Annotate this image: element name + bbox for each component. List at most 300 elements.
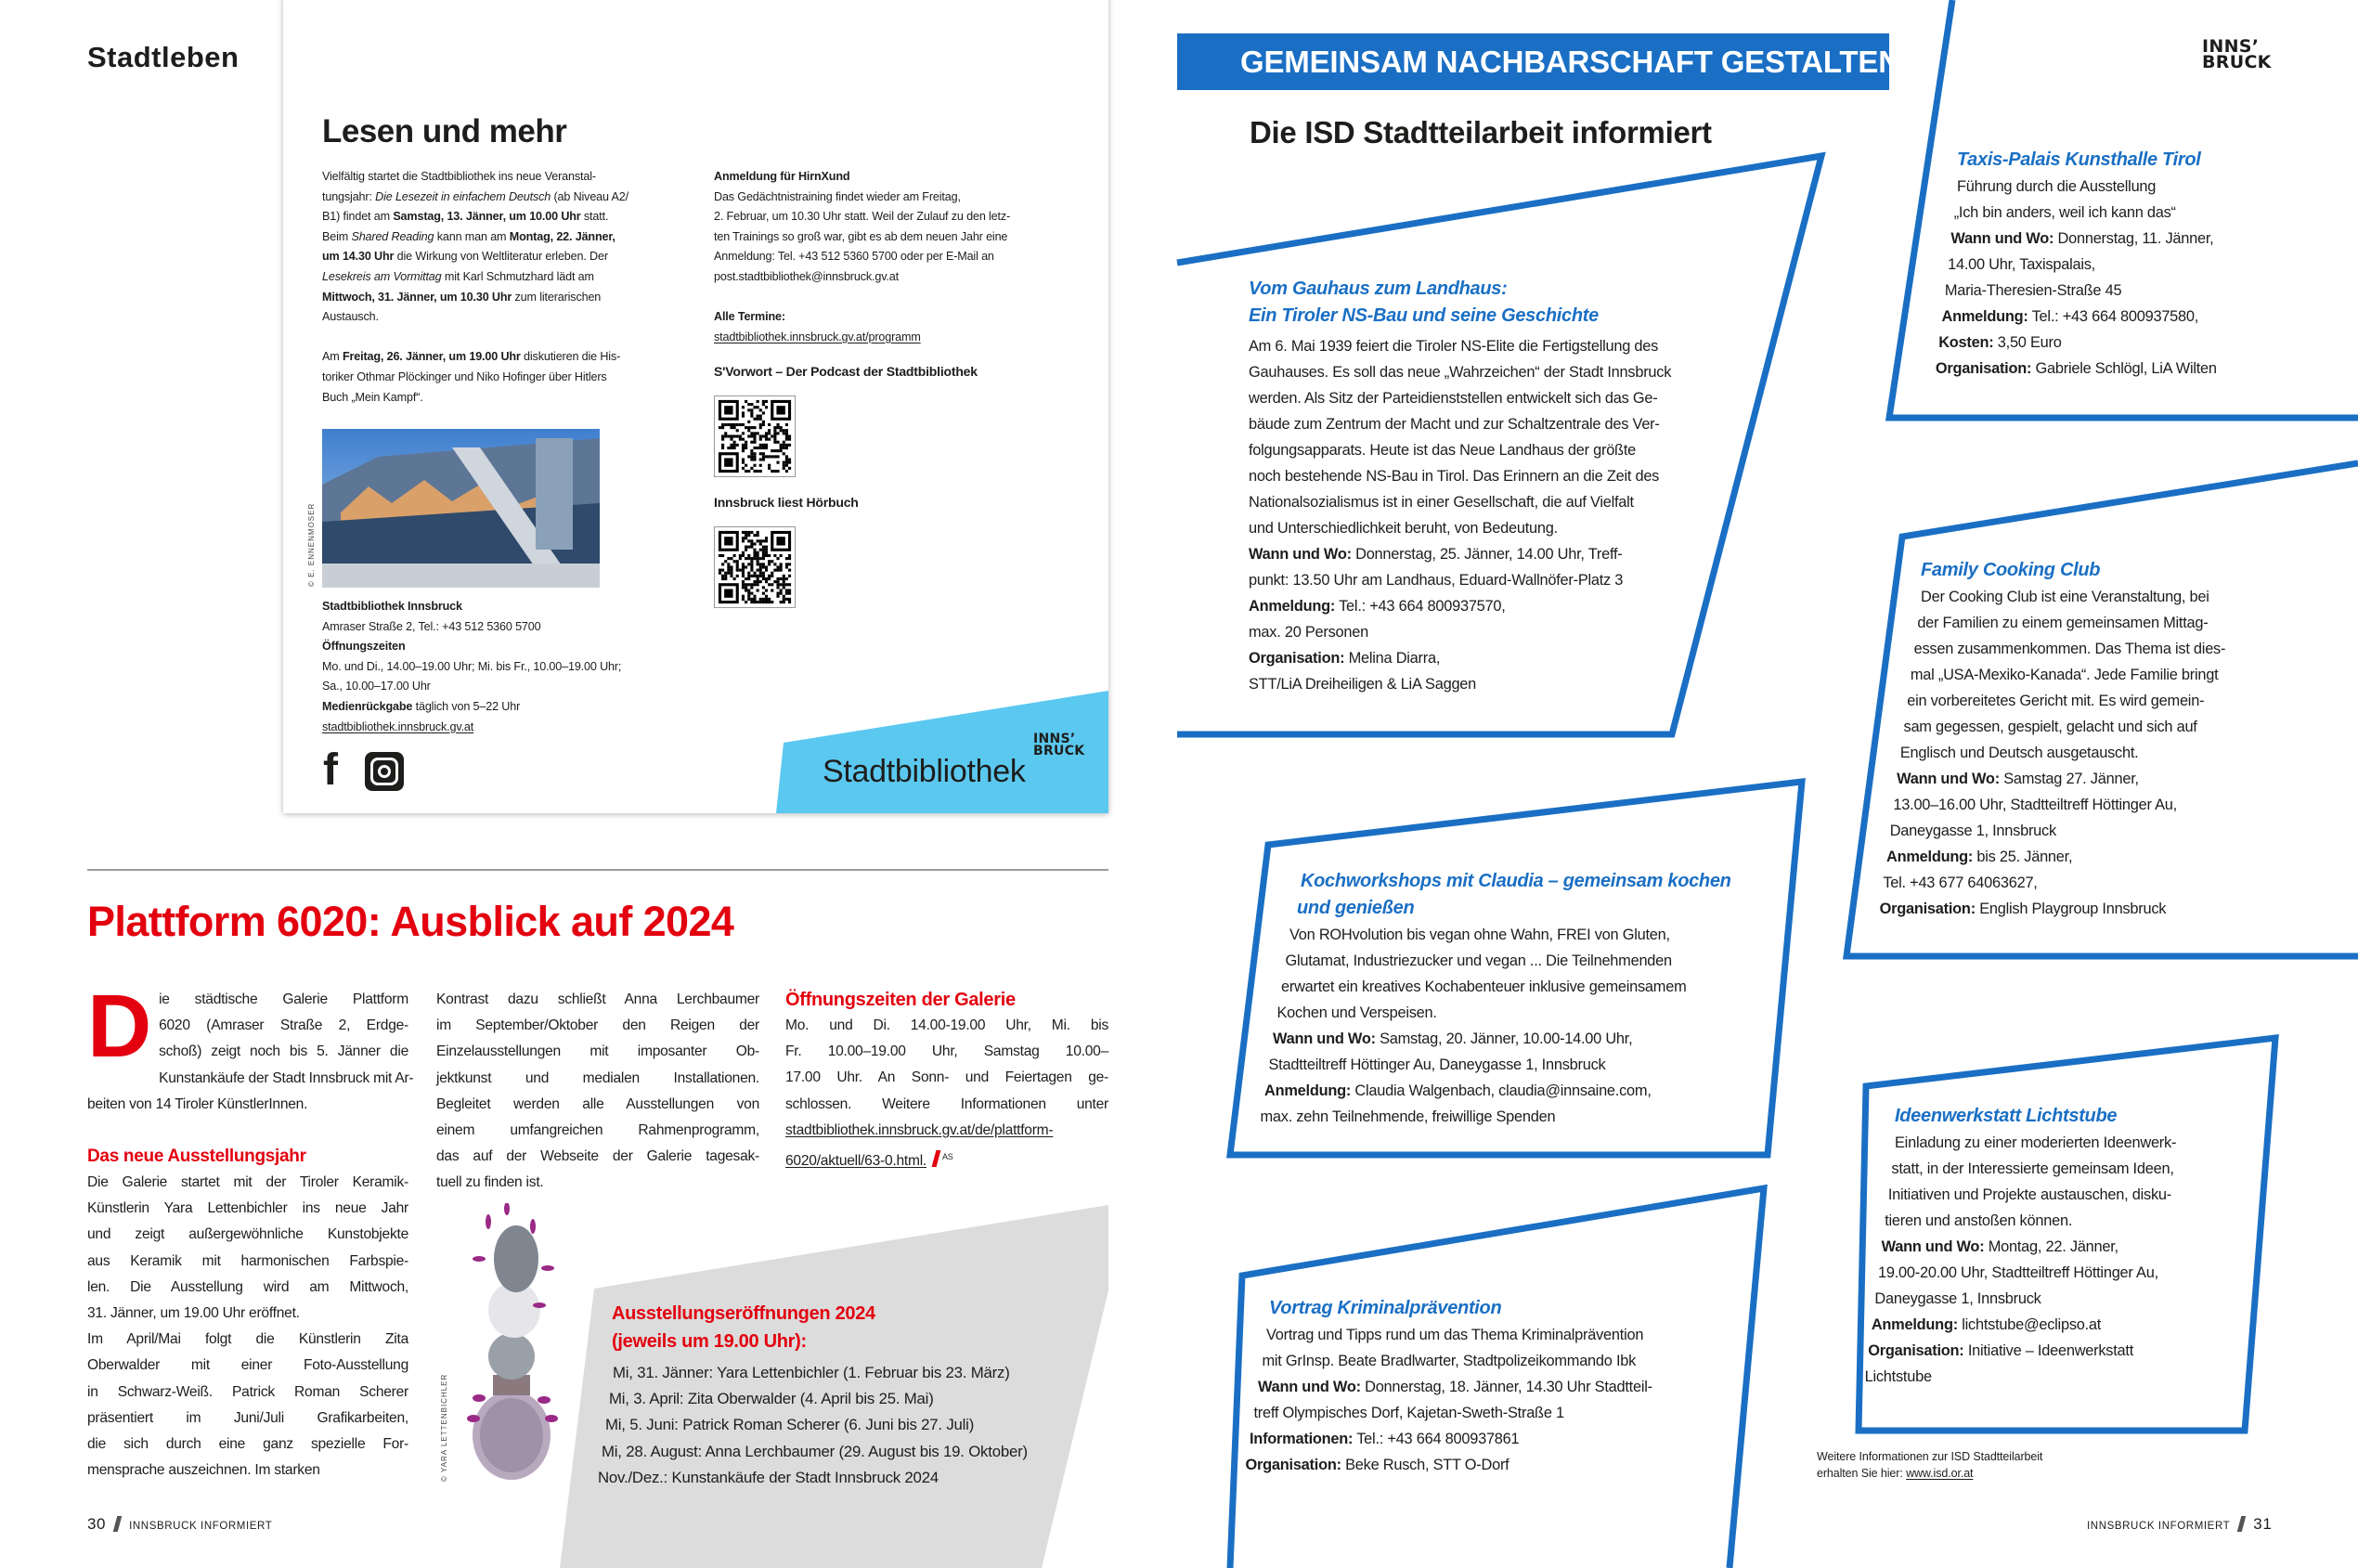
- text-line: [1911, 662, 2225, 688]
- text-line: [1957, 174, 2217, 200]
- text-run: max. zehn Teilnehmende, freiwillige Spenden: [1260, 1108, 1556, 1125]
- more-info: [1817, 1448, 2042, 1482]
- text-line: [1890, 818, 2226, 844]
- text-run: mensprache auszeichnen. Im starken: [87, 1462, 320, 1479]
- text-line: [1249, 593, 1671, 619]
- text-run: Donnerstag, 11. Jänner,: [2054, 230, 2214, 247]
- bold-text: Wann und Wo:: [1950, 230, 2054, 247]
- footer-right: [2087, 1515, 2272, 1534]
- text-line: [609, 1386, 1028, 1412]
- bold-text: Mittwoch, 31. Jänner, um 10.30 Uhr: [322, 290, 512, 304]
- event-gauhaus: [1249, 276, 1671, 697]
- text-line: [1261, 1104, 1731, 1130]
- footer-left: [87, 1515, 272, 1534]
- event-krimi: [1245, 1295, 1652, 1478]
- text-line: [87, 1249, 408, 1275]
- text-line: [714, 188, 1010, 208]
- text-run: Austausch.: [322, 310, 379, 324]
- text-line: [714, 227, 1010, 248]
- text-line: [714, 247, 1010, 267]
- event-title: Vortrag Kriminalprävention: [1269, 1298, 1502, 1318]
- text-run: Daneygasse 1, Innsbruck: [1889, 823, 2056, 839]
- library-column-2: [714, 167, 1010, 368]
- text-line: [785, 1144, 1108, 1174]
- text-run: Oberwalder mit einer Foto-Ausstellung: [87, 1357, 408, 1374]
- text-line: [1246, 1452, 1652, 1478]
- event-koch: [1260, 868, 1731, 1130]
- text-line: [436, 1170, 759, 1196]
- text-line: [322, 657, 621, 678]
- text-line: [1289, 922, 1731, 948]
- paragraph: [322, 167, 628, 328]
- text-line: [87, 1432, 408, 1458]
- text-line: [1817, 1448, 2042, 1465]
- event-body: [1879, 584, 2226, 922]
- facebook-icon[interactable]: f: [323, 745, 338, 795]
- text-run: Mi, 5. Juni: Patrick Roman Scherer (6. Juni bis 27. Juli): [605, 1416, 975, 1434]
- text-run: Initiative – Ideenwerkstatt: [1963, 1342, 2134, 1359]
- text-run: einem umfangreichen Rahmenprogramm,: [436, 1122, 759, 1139]
- text-line: [1917, 610, 2225, 636]
- paragraph: [1817, 1448, 2042, 1482]
- innsbruck-logo-small: [1033, 733, 1084, 757]
- hoerbuch-label: Innsbruck liest Hörbuch: [714, 495, 859, 510]
- text-line: [1249, 437, 1671, 463]
- text-line: [714, 167, 1010, 188]
- stadtbibliothek-logo-text: Stadtbibliothek: [823, 754, 1026, 789]
- event-title: Family Cooking Club: [1921, 560, 2101, 580]
- text-line: [1258, 1374, 1652, 1400]
- logo-line-1: INNS’: [1033, 732, 1076, 746]
- divider: [87, 869, 1108, 871]
- text-run: mal „USA-Mexiko-Kanada“. Jede Familie bringt: [1910, 667, 2219, 683]
- text-line: [1882, 1234, 2177, 1260]
- text-run: erhalten Sie hier:: [1817, 1467, 1907, 1480]
- text-run: Führung durch die Ausstellung: [1957, 178, 2157, 195]
- text-line: [1263, 1348, 1652, 1374]
- text-run: „Ich bin anders, weil ich kann das“: [1953, 204, 2176, 221]
- text-line: [436, 1092, 759, 1118]
- text-run: Mi, 31. Jänner: Yara Lettenbichler (1. Februar bis 23. März): [613, 1364, 1010, 1381]
- text-line: [322, 347, 628, 368]
- text-line: [1273, 1026, 1731, 1052]
- page-title: Die ISD Stadtteilarbeit informiert: [1250, 115, 1712, 149]
- text-run: in Schwarz-Weiß. Patrick Roman Scherer: [87, 1383, 408, 1400]
- text-run: Anmeldung: Tel. +43 512 5360 5700 oder per E-Mail an: [714, 250, 994, 264]
- text-line: [714, 267, 1010, 288]
- text-line: [1249, 567, 1671, 593]
- text-line: [322, 188, 628, 208]
- text-run: Von ROHvolution bis vegan ohne Wahn, FREI von Gluten,: [1289, 927, 1670, 943]
- text-run: tuell zu finden ist.: [436, 1174, 544, 1191]
- bold-text: Anmeldung für HirnXund: [714, 170, 850, 183]
- text-line: [1868, 1338, 2176, 1364]
- text-line: [87, 1458, 408, 1484]
- bold-text: Anmeldung:: [1941, 308, 2028, 325]
- text-run: 6020 (Amraser Straße 2, Erdge-: [159, 1017, 408, 1034]
- event-title: [1249, 276, 1671, 330]
- paragraph: [1864, 1130, 2177, 1390]
- text-run: die sich durch eine ganz spezielle For-: [87, 1436, 408, 1453]
- text-run: erwartet ein kreatives Kochabenteuer inklusive gemeinsamem: [1281, 978, 1687, 995]
- italic-text: Shared Reading: [351, 229, 434, 243]
- bold-text: Informationen:: [1250, 1431, 1354, 1447]
- event-body: [1260, 922, 1731, 1130]
- text-run: Glutamat, Industriezucker und vegan ... Die Teilnehmenden: [1285, 952, 1672, 969]
- text-line: [322, 677, 621, 697]
- text-run: B1) findet am: [322, 210, 394, 224]
- text-line: [87, 1222, 408, 1248]
- library-column-1: [322, 167, 628, 428]
- text-line: [605, 1412, 1028, 1438]
- red-slash-icon: [932, 1150, 941, 1167]
- link[interactable]: www.isd.or.at: [1906, 1467, 1974, 1480]
- paragraph: [87, 1327, 408, 1484]
- body-text: [87, 1170, 408, 1484]
- text-run: Künstlerin Yara Lettenbichler ins neue Jahr: [87, 1200, 408, 1217]
- event-title-line: Ein Tiroler NS-Bau und seine Geschichte: [1249, 305, 1599, 326]
- bold-text: um 14.30 Uhr: [322, 250, 395, 264]
- text-line: [322, 637, 621, 657]
- sculpture-photo: [451, 1203, 572, 1482]
- library-title: Lesen und mehr: [322, 113, 567, 149]
- photo-credit: © E. ENNENMOSER: [307, 502, 316, 587]
- text-line: [436, 1118, 759, 1144]
- text-line: [1921, 584, 2225, 610]
- photo-credit: © YARA LETTENBICHLER: [440, 1373, 448, 1482]
- text-run: Vielfältig startet die Stadtbibliothek ins neue Veranstal-: [322, 170, 596, 183]
- text-line: [613, 1360, 1028, 1386]
- text-line: [87, 1353, 408, 1379]
- bold-text: Organisation:: [1879, 901, 1976, 917]
- paragraph: [87, 1170, 408, 1327]
- text-line: [1936, 356, 2217, 382]
- text-run: schoß) zeigt noch bis 5. Jänner die: [159, 1043, 408, 1060]
- paragraph: [322, 597, 621, 737]
- text-run: Tel.: +43 664 800937861: [1353, 1431, 1520, 1447]
- paragraph: [1879, 584, 2226, 922]
- event-taxis: [1935, 147, 2217, 382]
- footer-slash-icon: [2237, 1516, 2247, 1532]
- text-run: Buch „Mein Kampf“.: [322, 390, 423, 404]
- text-run: Im April/Mai folgt die Künstlerin Zita: [87, 1331, 408, 1348]
- text-run: präsentiert im Juni/Juli Grafikarbeiten,: [87, 1409, 408, 1426]
- text-run: Maria-Theresien-Straße 45: [1944, 282, 2122, 299]
- bold-text: Wann und Wo:: [1273, 1030, 1376, 1047]
- link[interactable]: 6020/aktuell/63-0.html.: [785, 1153, 927, 1170]
- text-run: und zeigt außergewöhnliche Kunstobjekte: [87, 1226, 408, 1243]
- article-column-1: [87, 977, 414, 1484]
- text-run: Vortrag und Tipps rund um das Thema Kriminalprävention: [1266, 1327, 1644, 1343]
- text-line: [1904, 714, 2226, 740]
- bold-text: Organisation:: [1249, 650, 1345, 667]
- text-run: STT/LiA Dreiheiligen & LiA Saggen: [1249, 676, 1477, 693]
- text-run: toriker Othmar Plöckinger und Niko Hofinger über Hitlers: [322, 369, 607, 383]
- event-body: [1864, 1130, 2177, 1390]
- paragraph: [1935, 174, 2217, 382]
- event-title: Ideenwerkstatt Lichtstube: [1895, 1106, 2118, 1126]
- link[interactable]: stadtbibliothek.innsbruck.gv.at/de/plattform-: [785, 1121, 1054, 1138]
- paragraph: [322, 347, 628, 408]
- text-line: [322, 697, 621, 718]
- text-run: Samstag 27. Jänner,: [1999, 771, 2139, 787]
- text-run: Das Gedächtnistraining findet wieder am Freitag,: [714, 189, 961, 203]
- section-label: Stadtleben: [87, 41, 240, 73]
- page-number: 30: [87, 1515, 107, 1533]
- text-run: Kontrast dazu schließt Anna Lerchbaumer: [436, 991, 759, 1007]
- bold-text: Freitag, 26. Jänner, um 19.00 Uhr: [342, 350, 521, 364]
- text-run: mit GrInsp. Beate Bradlwarter, Stadtpolizeikommando Ibk: [1262, 1353, 1637, 1369]
- text-run: Sa., 10.00–17.00 Uhr: [322, 680, 431, 693]
- text-run: beiten von 14 Tiroler KünstlerInnen.: [87, 1095, 308, 1112]
- bold-text: Anmeldung:: [1264, 1082, 1352, 1099]
- text-run: 2. Februar, um 10.30 Uhr statt. Weil der Zulauf zu den letz-: [714, 210, 1011, 224]
- text-line: [322, 368, 628, 388]
- text-line: [1249, 489, 1671, 515]
- text-line: [1286, 948, 1731, 974]
- italic-text: Die Lesezeit in einfachem Deutsch: [375, 189, 551, 203]
- article-column-3: [785, 987, 1108, 1174]
- event-body: [1249, 333, 1671, 697]
- text-run: statt.: [580, 210, 609, 224]
- bold-text: Medienrückgabe: [322, 699, 413, 713]
- bold-text: Montag, 22. Jänner,: [509, 229, 615, 243]
- text-line: [598, 1465, 1028, 1491]
- text-run: treff Olympisches Dorf, Kajetan-Sweth-Straße 1: [1253, 1405, 1564, 1421]
- text-line: [322, 207, 628, 227]
- text-line: [785, 1065, 1108, 1091]
- text-line: [714, 307, 1010, 328]
- text-run: werden. Als Sitz der Parteidienststellen entwickelt sich das Ge-: [1249, 390, 1658, 407]
- text-line: [1865, 1364, 2177, 1390]
- paragraph: [1249, 333, 1671, 697]
- text-line: [322, 597, 621, 617]
- text-run: Initiativen und Projekte austauschen, disku-: [1887, 1186, 2171, 1203]
- drop-cap: D: [87, 977, 152, 1076]
- instagram-icon[interactable]: [365, 752, 404, 791]
- subheading: Das neue Ausstellungsjahr: [87, 1147, 306, 1167]
- text-run: Am: [322, 350, 343, 364]
- paragraph: [1260, 922, 1731, 1130]
- article-title: Plattform 6020: Ausblick auf 2024: [87, 898, 734, 945]
- text-line: [1954, 200, 2217, 226]
- event-title: [1297, 868, 1731, 922]
- hours-heading: Öffnungszeiten der Galerie: [785, 990, 1016, 1010]
- text-line: [436, 987, 759, 1013]
- text-line: [1885, 1208, 2176, 1234]
- text-run: tieren und anstoßen können.: [1885, 1212, 2073, 1229]
- text-line: [1948, 252, 2217, 278]
- text-run: Tel.: +43 664 800937570,: [1335, 598, 1506, 615]
- text-line: [322, 617, 621, 638]
- text-run: Mo. und Di. 14.00-19.00 Uhr, Mi. bis: [785, 1017, 1108, 1033]
- text-line: [1945, 278, 2217, 304]
- bold-text: Kosten:: [1938, 334, 1994, 351]
- text-line: [1880, 896, 2226, 922]
- text-line: [714, 207, 1010, 227]
- text-line: [785, 1013, 1108, 1039]
- link[interactable]: stadtbibliothek.innsbruck.gv.at/programm: [714, 330, 921, 343]
- text-run: Daneygasse 1, Innsbruck: [1874, 1290, 2041, 1307]
- text-run: ie städtische Galerie Plattform: [159, 991, 408, 1007]
- text-line: [602, 1439, 1028, 1465]
- text-run: Kochen und Verspeisen.: [1276, 1004, 1437, 1021]
- event-title-line: Kochworkshops mit Claudia – gemeinsam kochen: [1301, 871, 1731, 891]
- text-line: [1942, 304, 2217, 330]
- paragraph: [598, 1360, 1028, 1491]
- bold-text: Samstag, 13. Jänner, um 10.00 Uhr: [393, 210, 581, 224]
- text-line: [1895, 1130, 2176, 1156]
- text-run: mit Karl Schmutzhard lädt am: [441, 269, 594, 283]
- text-run: jektkunst und medialen Installationen.: [436, 1069, 759, 1086]
- text-run: Fr. 10.00–19.00 Uhr, Samstag 10.00–: [785, 1043, 1108, 1060]
- openings-heading: [612, 1300, 875, 1355]
- text-run: schlossen. Weitere Informationen unter: [785, 1095, 1108, 1112]
- text-run: post.stadtbibliothek@innsbruck.gv.at: [714, 269, 899, 283]
- event-ideen: [1864, 1103, 2177, 1390]
- hours-text: [785, 1013, 1108, 1174]
- text-run: Gauhauses. Es soll das neue „Wahrzeichen“ der Stadt Innsbruck: [1249, 364, 1672, 381]
- library-building-photo: [322, 429, 600, 588]
- podcast-qr-code[interactable]: [714, 395, 796, 477]
- article-column-2: [436, 987, 759, 1197]
- text-run: täglich von 5–22 Uhr: [412, 699, 521, 713]
- text-run: bäude zum Zentrum der Macht und zur Schaltzentrale des Ver-: [1249, 416, 1660, 433]
- text-run: Stadtteiltreff Höttinger Au, Daneygasse 1, Innsbruck: [1268, 1056, 1606, 1073]
- text-run: Englisch und Deutsch ausgetauscht.: [1899, 745, 2139, 761]
- text-run: im September/Oktober den Reigen der: [436, 1017, 759, 1034]
- text-run: Mi, 3. April: Zita Oberwalder (4. April bis 25. Mai): [609, 1390, 934, 1408]
- paragraph: [714, 307, 1010, 347]
- text-line: [1874, 1286, 2176, 1312]
- text-line: [1249, 619, 1671, 645]
- text-line: [1249, 645, 1671, 671]
- text-run: Der Cooking Club ist eine Veranstaltung, bei: [1921, 589, 2209, 605]
- section-banner: GEMEINSAM NACHBARSCHAFT GESTALTEN: [1177, 33, 1889, 90]
- author-initials: AS: [942, 1152, 953, 1162]
- text-line: [87, 1380, 408, 1406]
- text-run: Samstag, 20. Jänner, 10.00-14.00 Uhr,: [1375, 1030, 1633, 1047]
- text-run: punkt: 13.50 Uhr am Landhaus, Eduard-Wallnöfer-Platz 3: [1249, 572, 1624, 589]
- bold-text: Wann und Wo:: [1258, 1379, 1361, 1395]
- text-line: [1886, 844, 2225, 870]
- text-run: ten Trainings so groß war, gibt es ab dem neuen Jahr eine: [714, 229, 1008, 243]
- text-run: 17.00 Uhr. An Sonn- und Feiertagen ge-: [785, 1069, 1108, 1086]
- text-line: [322, 388, 628, 408]
- text-line: [436, 1039, 759, 1065]
- event-title-line: und genießen: [1297, 898, 1415, 918]
- text-run: Einzelausstellungen mit imposanter Ob-: [436, 1043, 759, 1060]
- paragraph: [714, 167, 1010, 288]
- bold-text: Öffnungszeiten: [322, 640, 406, 654]
- italic-text: Lesekreis am Vormittag: [322, 269, 442, 283]
- text-run: Mi, 28. August: Anna Lerchbaumer (29. August bis 19. Oktober): [602, 1442, 1028, 1460]
- text-run: noch bestehende NS-Bau in Tirol. Das Erinnern an die Zeit des: [1249, 468, 1660, 485]
- bold-text: Wann und Wo:: [1249, 546, 1352, 563]
- text-run: Amraser Straße 2, Tel.: +43 512 5360 5700: [322, 619, 541, 633]
- text-line: [1249, 671, 1671, 697]
- text-run: sam gegessen, gespielt, gelacht und sich auf: [1903, 719, 2197, 735]
- text-run: Begleitet werden alle Ausstellungen von: [436, 1095, 759, 1112]
- text-line: [1249, 463, 1671, 489]
- text-run: aus Keramik mit harmonischen Farbspie-: [87, 1252, 408, 1269]
- text-line: [1893, 792, 2225, 818]
- text-line: [322, 247, 628, 267]
- text-run: ein vorbereitetes Gericht mit. Es wird gemein-: [1907, 693, 2205, 709]
- text-line: [1872, 1312, 2176, 1338]
- text-run: Montag, 22. Jänner,: [1984, 1238, 2118, 1255]
- text-run: Nationalsozialismus ist in einer Gesellschaft, die auf Vielfalt: [1249, 494, 1634, 511]
- text-line: [1266, 1322, 1652, 1348]
- text-line: [1914, 636, 2226, 662]
- text-run: 31. Jänner, um 19.00 Uhr eröffnet.: [87, 1305, 300, 1322]
- text-line: [1249, 359, 1671, 385]
- text-line: [1249, 333, 1671, 359]
- text-run: kann man am: [434, 229, 510, 243]
- text-line: [1878, 1260, 2176, 1286]
- event-body: [1245, 1322, 1652, 1478]
- text-line: [87, 1092, 408, 1118]
- text-line: [1950, 226, 2216, 252]
- text-line: [785, 1092, 1108, 1118]
- text-line: [87, 1196, 408, 1222]
- text-line: [1281, 974, 1731, 1000]
- paragraph: [785, 1013, 1108, 1174]
- text-line: [436, 1144, 759, 1170]
- link[interactable]: stadtbibliothek.innsbruck.gv.at: [322, 719, 474, 733]
- text-run: English Playgroup Innsbruck: [1975, 901, 2167, 917]
- bold-text: Organisation:: [1245, 1457, 1341, 1473]
- text-line: [1250, 1426, 1652, 1452]
- text-run: zum literarischen: [512, 290, 602, 304]
- event-body: [1935, 174, 2217, 382]
- text-line: [1817, 1465, 2042, 1482]
- text-run: Claudia Walgenbach, claudia@innsaine.com,: [1351, 1082, 1652, 1099]
- text-line: [87, 1327, 408, 1353]
- text-run: Donnerstag, 18. Jänner, 14.30 Uhr Stadtteil-: [1360, 1379, 1652, 1395]
- text-run: Tel. +43 677 64063627,: [1883, 875, 2038, 891]
- innsbruck-logo: [2202, 36, 2272, 73]
- text-run: 19.00-20.00 Uhr, Stadtteiltreff Höttinger Au,: [1878, 1264, 2158, 1281]
- text-run: folgungsapparats. Heute ist das Neue Landhaus der größte: [1249, 442, 1636, 459]
- bold-text: Organisation:: [1935, 360, 2032, 377]
- text-run: Gabriele Schlögl, LiA Wilten: [2031, 360, 2217, 377]
- text-run: Die Galerie startet mit der Tiroler Keramik-: [87, 1174, 408, 1191]
- text-line: [436, 1066, 759, 1092]
- footer-slash-icon: [113, 1516, 123, 1532]
- text-line: [1277, 1000, 1731, 1026]
- text-line: [1264, 1078, 1731, 1104]
- text-run: Am 6. Mai 1939 feiert die Tiroler NS-Elite die Fertigstellung des: [1249, 338, 1659, 355]
- text-line: [87, 1275, 408, 1301]
- text-line: [1938, 330, 2217, 356]
- bold-text: Stadtbibliothek Innsbruck: [322, 600, 462, 613]
- text-run: statt, in der Interessierte gemeinsam Ideen,: [1891, 1160, 2174, 1177]
- text-line: [1269, 1052, 1731, 1078]
- openings-heading-line: (jeweils um 19.00 Uhr):: [612, 1331, 807, 1352]
- text-line: [322, 288, 628, 308]
- footer-label: INNSBRUCK INFORMIERT: [129, 1521, 273, 1532]
- text-run: Lichtstube: [1864, 1368, 1932, 1385]
- text-run: bis 25. Jänner,: [1973, 849, 2073, 865]
- text-line: [1249, 515, 1671, 541]
- text-line: [1249, 541, 1671, 567]
- bold-text: Organisation:: [1868, 1342, 1964, 1359]
- text-run: Kunstankäufe der Stadt Innsbruck mit Ar-: [159, 1069, 414, 1086]
- hoerbuch-qr-code[interactable]: [714, 526, 796, 608]
- library-address: [322, 597, 621, 737]
- text-run: essen zusammenkommen. Das Thema ist dies-: [1913, 641, 2226, 657]
